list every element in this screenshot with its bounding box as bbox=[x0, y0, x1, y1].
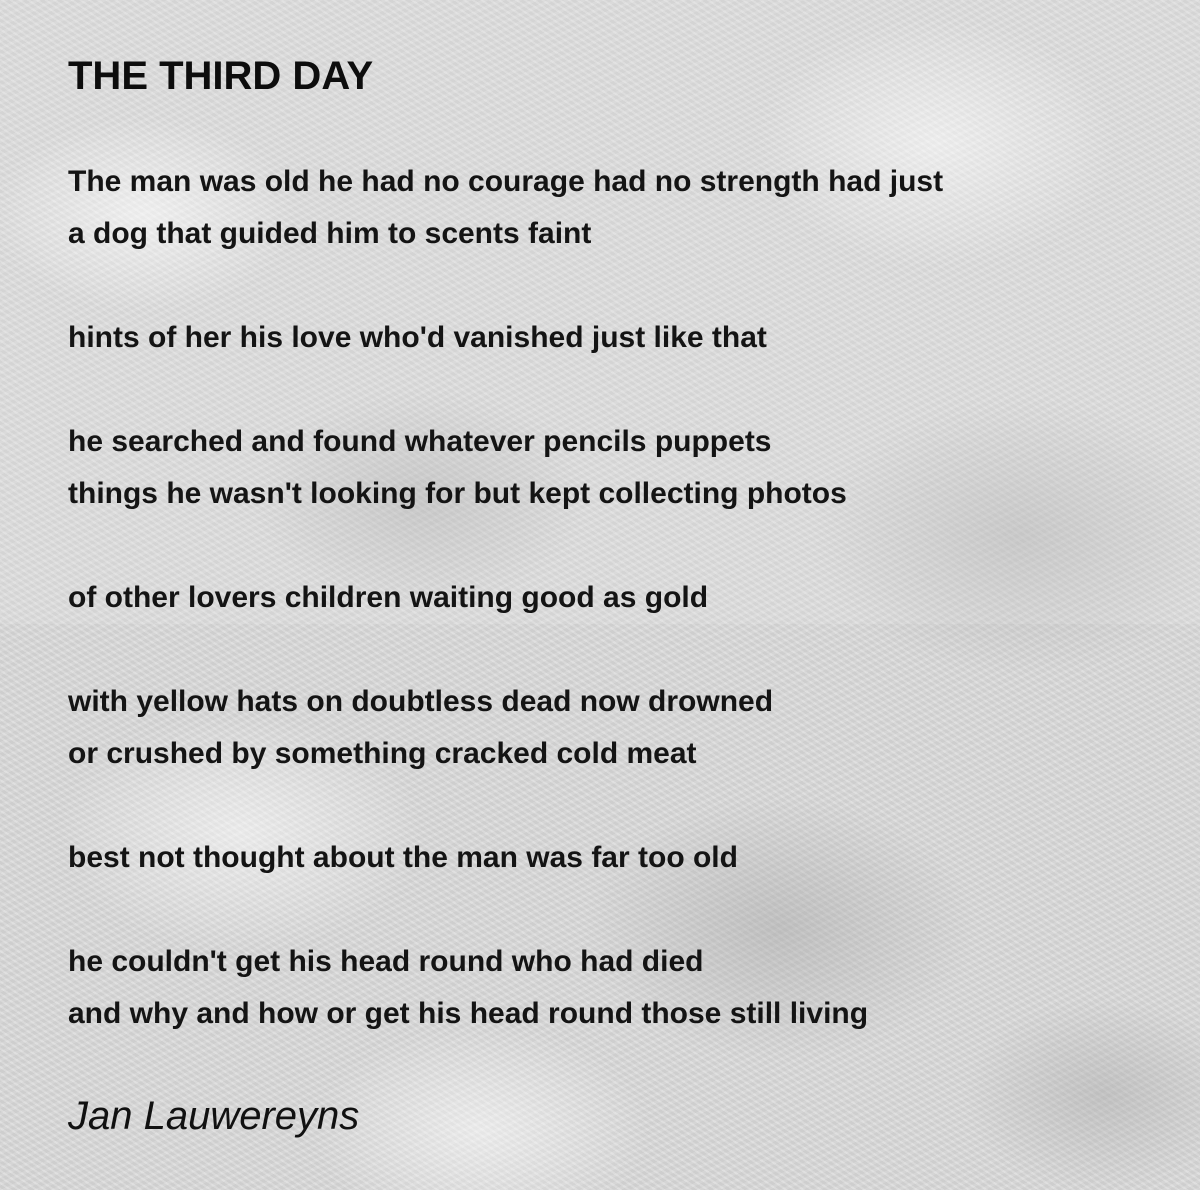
poem-line: a dog that guided him to scents faint bbox=[68, 217, 592, 250]
poem-line: of other lovers children waiting good as gold bbox=[68, 581, 709, 614]
poem-line: and why and how or get his head round those still living bbox=[68, 997, 869, 1030]
poem-author: Jan Lauwereyns bbox=[68, 1094, 360, 1138]
poem-line: he couldn't get his head round who had died bbox=[68, 945, 704, 978]
poem-title: THE THIRD DAY bbox=[68, 54, 374, 98]
poem-body bbox=[68, 156, 1158, 1040]
stanza-break bbox=[68, 364, 1158, 416]
poem-line: things he wasn't looking for but kept collecting photos bbox=[68, 477, 847, 510]
stanza-break bbox=[68, 884, 1158, 936]
poem-line: hints of her his love who'd vanished just like that bbox=[68, 321, 767, 354]
stanza-break bbox=[68, 520, 1158, 572]
stanza-break bbox=[68, 260, 1158, 312]
poem-line: best not thought about the man was far too old bbox=[68, 841, 738, 874]
stanza-break bbox=[68, 624, 1158, 676]
poem-line: The man was old he had no courage had no strength had just bbox=[68, 165, 944, 198]
poem-line: or crushed by something cracked cold meat bbox=[68, 737, 697, 770]
poem-line: he searched and found whatever pencils puppets bbox=[68, 425, 772, 458]
poem-line: with yellow hats on doubtless dead now drowned bbox=[68, 685, 774, 718]
poem-container bbox=[68, 52, 1158, 1040]
stanza-break bbox=[68, 780, 1158, 832]
